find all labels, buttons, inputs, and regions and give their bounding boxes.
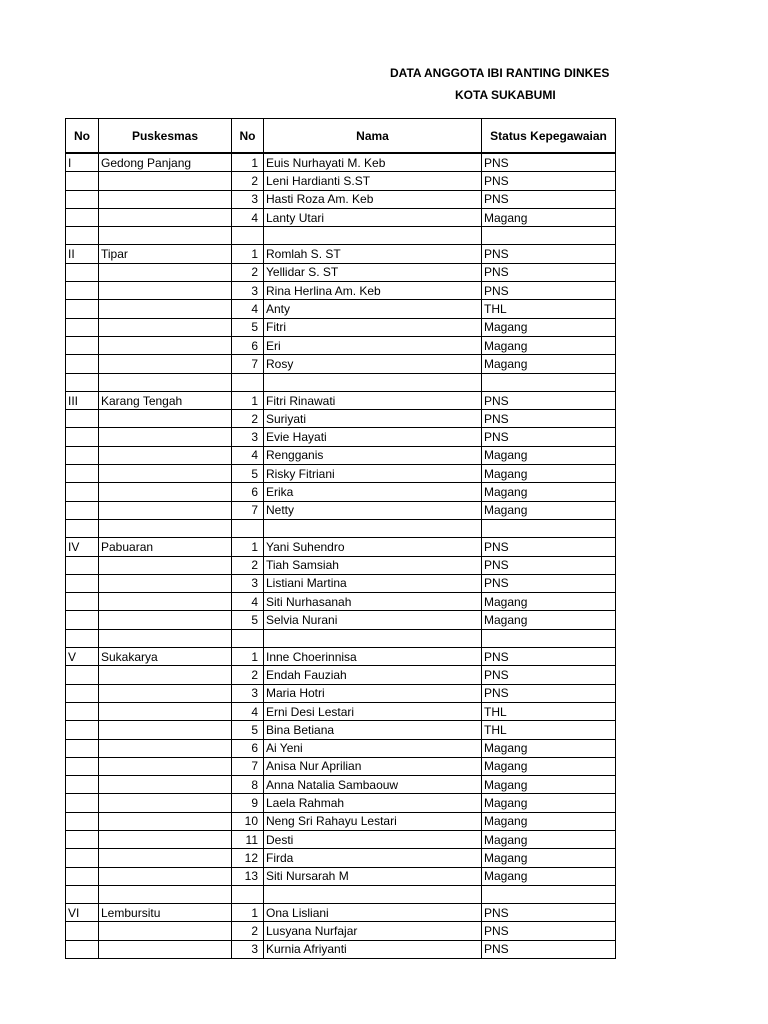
table-row <box>66 702 616 720</box>
cell-group-no <box>66 867 99 885</box>
cell-member-no: 7 <box>232 501 264 519</box>
cell-puskesmas <box>99 519 232 537</box>
cell-status: THL <box>482 702 616 720</box>
cell-member-no: 1 <box>232 648 264 666</box>
cell-member-no <box>232 629 264 647</box>
cell-nama: Endah Fauziah <box>264 666 482 684</box>
cell-status: Magang <box>482 208 616 226</box>
cell-member-no: 11 <box>232 830 264 848</box>
cell-member-no: 6 <box>232 483 264 501</box>
cell-nama: Euis Nurhayati M. Keb <box>264 153 482 172</box>
cell-status: Magang <box>482 446 616 464</box>
cell-member-no: 2 <box>232 556 264 574</box>
cell-puskesmas <box>99 666 232 684</box>
cell-group-no <box>66 757 99 775</box>
cell-group-no <box>66 684 99 702</box>
cell-group-no <box>66 556 99 574</box>
cell-nama: Hasti Roza Am. Keb <box>264 190 482 208</box>
cell-group-no <box>66 593 99 611</box>
cell-group-no <box>66 227 99 245</box>
cell-group-no <box>66 483 99 501</box>
cell-nama: Maria Hotri <box>264 684 482 702</box>
cell-nama <box>264 373 482 391</box>
cell-puskesmas <box>99 885 232 903</box>
cell-group-no <box>66 702 99 720</box>
cell-member-no: 5 <box>232 318 264 336</box>
cell-nama: Firda <box>264 849 482 867</box>
cell-nama: Tiah Samsiah <box>264 556 482 574</box>
cell-status: Magang <box>482 593 616 611</box>
cell-puskesmas <box>99 812 232 830</box>
cell-status: PNS <box>482 574 616 592</box>
cell-nama: Neng Sri Rahayu Lestari <box>264 812 482 830</box>
cell-puskesmas <box>99 593 232 611</box>
cell-group-no <box>66 849 99 867</box>
cell-nama: Listiani Martina <box>264 574 482 592</box>
cell-nama: Rina Herlina Am. Keb <box>264 282 482 300</box>
table-row <box>66 940 616 958</box>
cell-member-no: 7 <box>232 355 264 373</box>
table-row <box>66 446 616 464</box>
cell-puskesmas <box>99 776 232 794</box>
cell-nama: Erni Desi Lestari <box>264 702 482 720</box>
cell-status: PNS <box>482 410 616 428</box>
cell-group-no <box>66 794 99 812</box>
cell-group-no <box>66 940 99 958</box>
cell-group-no: I <box>66 153 99 172</box>
cell-member-no: 10 <box>232 812 264 830</box>
table-row <box>66 318 616 336</box>
cell-nama: Risky Fitriani <box>264 465 482 483</box>
table-row <box>66 684 616 702</box>
cell-puskesmas <box>99 611 232 629</box>
cell-nama: Leni Hardianti S.ST <box>264 172 482 190</box>
cell-group-no <box>66 410 99 428</box>
cell-status: THL <box>482 721 616 739</box>
cell-puskesmas <box>99 428 232 446</box>
cell-group-no <box>66 574 99 592</box>
cell-member-no: 5 <box>232 721 264 739</box>
cell-status: PNS <box>482 190 616 208</box>
cell-member-no: 2 <box>232 263 264 281</box>
header-row <box>66 119 616 154</box>
header-puskesmas: Puskesmas <box>99 119 232 154</box>
cell-member-no: 1 <box>232 391 264 409</box>
table-row <box>66 794 616 812</box>
cell-status: Magang <box>482 812 616 830</box>
table-row <box>66 153 616 172</box>
cell-member-no: 3 <box>232 574 264 592</box>
cell-status <box>482 373 616 391</box>
cell-status: PNS <box>482 153 616 172</box>
table-row <box>66 830 616 848</box>
cell-puskesmas <box>99 940 232 958</box>
cell-status: Magang <box>482 794 616 812</box>
cell-group-no <box>66 208 99 226</box>
table-row <box>66 904 616 922</box>
header-nama: Nama <box>264 119 482 154</box>
table-row <box>66 391 616 409</box>
cell-group-no <box>66 666 99 684</box>
cell-group-no <box>66 300 99 318</box>
cell-group-no <box>66 428 99 446</box>
cell-puskesmas <box>99 446 232 464</box>
cell-puskesmas: Sukakarya <box>99 648 232 666</box>
cell-group-no <box>66 446 99 464</box>
cell-puskesmas <box>99 794 232 812</box>
table-row <box>66 666 616 684</box>
cell-member-no: 1 <box>232 538 264 556</box>
table-row <box>66 556 616 574</box>
cell-member-no: 1 <box>232 245 264 263</box>
cell-nama: Fitri <box>264 318 482 336</box>
cell-nama: Fitri Rinawati <box>264 391 482 409</box>
cell-puskesmas <box>99 629 232 647</box>
cell-member-no <box>232 373 264 391</box>
cell-nama: Ona Lisliani <box>264 904 482 922</box>
cell-member-no: 3 <box>232 428 264 446</box>
cell-member-no: 12 <box>232 849 264 867</box>
cell-member-no: 4 <box>232 593 264 611</box>
cell-group-no <box>66 373 99 391</box>
cell-nama: Yani Suhendro <box>264 538 482 556</box>
cell-status <box>482 885 616 903</box>
cell-puskesmas <box>99 465 232 483</box>
cell-member-no: 5 <box>232 611 264 629</box>
table-row <box>66 574 616 592</box>
cell-nama <box>264 519 482 537</box>
cell-group-no <box>66 611 99 629</box>
cell-status: PNS <box>482 172 616 190</box>
table-row <box>66 849 616 867</box>
cell-group-no <box>66 812 99 830</box>
cell-nama <box>264 885 482 903</box>
cell-puskesmas <box>99 922 232 940</box>
table-row <box>66 757 616 775</box>
cell-status: PNS <box>482 428 616 446</box>
table-row <box>66 263 616 281</box>
cell-puskesmas <box>99 574 232 592</box>
cell-nama <box>264 227 482 245</box>
table-row <box>66 922 616 940</box>
cell-status: PNS <box>482 282 616 300</box>
cell-member-no: 3 <box>232 282 264 300</box>
cell-group-no <box>66 830 99 848</box>
cell-group-no: VI <box>66 904 99 922</box>
cell-status: PNS <box>482 648 616 666</box>
cell-member-no: 2 <box>232 922 264 940</box>
table-row <box>66 776 616 794</box>
cell-status: PNS <box>482 684 616 702</box>
cell-group-no <box>66 519 99 537</box>
cell-nama: Siti Nurhasanah <box>264 593 482 611</box>
table-row <box>66 428 616 446</box>
cell-puskesmas <box>99 373 232 391</box>
cell-status <box>482 227 616 245</box>
cell-status: Magang <box>482 355 616 373</box>
cell-member-no: 7 <box>232 757 264 775</box>
cell-status: Magang <box>482 318 616 336</box>
cell-nama: Laela Rahmah <box>264 794 482 812</box>
cell-puskesmas <box>99 867 232 885</box>
cell-member-no <box>232 519 264 537</box>
cell-puskesmas: Karang Tengah <box>99 391 232 409</box>
cell-nama: Anisa Nur Aprilian <box>264 757 482 775</box>
cell-nama: Desti <box>264 830 482 848</box>
cell-group-no: V <box>66 648 99 666</box>
cell-puskesmas <box>99 227 232 245</box>
document-title: DATA ANGGOTA IBI RANTING DINKES <box>390 66 610 80</box>
cell-group-no: IV <box>66 538 99 556</box>
table-row <box>66 501 616 519</box>
cell-puskesmas <box>99 300 232 318</box>
cell-status: Magang <box>482 336 616 354</box>
cell-nama: Inne Choerinnisa <box>264 648 482 666</box>
table-row <box>66 227 616 245</box>
cell-nama: Evie Hayati <box>264 428 482 446</box>
cell-member-no: 1 <box>232 153 264 172</box>
table-row <box>66 593 616 611</box>
header-no: No <box>66 119 99 154</box>
header-member-no: No <box>232 119 264 154</box>
header-status: Status Kepegawaian <box>482 119 616 154</box>
cell-group-no <box>66 172 99 190</box>
cell-member-no: 3 <box>232 940 264 958</box>
cell-status: PNS <box>482 391 616 409</box>
table-row <box>66 812 616 830</box>
cell-member-no: 13 <box>232 867 264 885</box>
table-row <box>66 190 616 208</box>
cell-status: PNS <box>482 922 616 940</box>
cell-puskesmas: Tipar <box>99 245 232 263</box>
cell-status: Magang <box>482 830 616 848</box>
table-row <box>66 885 616 903</box>
cell-group-no <box>66 629 99 647</box>
cell-status: PNS <box>482 263 616 281</box>
cell-puskesmas: Lembursitu <box>99 904 232 922</box>
cell-puskesmas <box>99 757 232 775</box>
cell-puskesmas <box>99 501 232 519</box>
cell-member-no <box>232 885 264 903</box>
cell-status <box>482 629 616 647</box>
cell-group-no <box>66 318 99 336</box>
cell-member-no: 8 <box>232 776 264 794</box>
cell-status: Magang <box>482 501 616 519</box>
cell-status: Magang <box>482 739 616 757</box>
cell-group-no <box>66 282 99 300</box>
table-row <box>66 282 616 300</box>
cell-nama: Yellidar S. ST <box>264 263 482 281</box>
cell-member-no: 9 <box>232 794 264 812</box>
cell-nama <box>264 629 482 647</box>
cell-member-no: 2 <box>232 666 264 684</box>
table-row <box>66 483 616 501</box>
table-row <box>66 739 616 757</box>
cell-status: Magang <box>482 867 616 885</box>
table-row <box>66 465 616 483</box>
table-row <box>66 172 616 190</box>
cell-nama: Rengganis <box>264 446 482 464</box>
cell-puskesmas <box>99 208 232 226</box>
cell-puskesmas <box>99 684 232 702</box>
cell-member-no: 6 <box>232 336 264 354</box>
cell-group-no <box>66 501 99 519</box>
cell-group-no <box>66 263 99 281</box>
cell-puskesmas <box>99 336 232 354</box>
cell-puskesmas <box>99 483 232 501</box>
table-row <box>66 867 616 885</box>
cell-group-no <box>66 190 99 208</box>
cell-group-no <box>66 721 99 739</box>
cell-member-no: 4 <box>232 208 264 226</box>
cell-status: PNS <box>482 556 616 574</box>
cell-puskesmas: Gedong Panjang <box>99 153 232 172</box>
cell-status: Magang <box>482 465 616 483</box>
cell-status: Magang <box>482 776 616 794</box>
cell-group-no <box>66 885 99 903</box>
cell-group-no <box>66 776 99 794</box>
cell-status: Magang <box>482 611 616 629</box>
cell-puskesmas <box>99 849 232 867</box>
cell-member-no: 3 <box>232 190 264 208</box>
cell-nama: Selvia Nurani <box>264 611 482 629</box>
cell-nama: Erika <box>264 483 482 501</box>
cell-puskesmas <box>99 556 232 574</box>
cell-nama: Romlah S. ST <box>264 245 482 263</box>
cell-puskesmas <box>99 172 232 190</box>
cell-group-no <box>66 336 99 354</box>
cell-status <box>482 519 616 537</box>
cell-nama: Anty <box>264 300 482 318</box>
cell-nama: Eri <box>264 336 482 354</box>
cell-member-no <box>232 227 264 245</box>
cell-group-no: III <box>66 391 99 409</box>
cell-puskesmas <box>99 739 232 757</box>
cell-puskesmas <box>99 830 232 848</box>
table-row <box>66 300 616 318</box>
table-row <box>66 208 616 226</box>
cell-status: PNS <box>482 538 616 556</box>
table-row <box>66 721 616 739</box>
cell-puskesmas <box>99 355 232 373</box>
cell-member-no: 3 <box>232 684 264 702</box>
cell-nama: Kurnia Afriyanti <box>264 940 482 958</box>
cell-member-no: 6 <box>232 739 264 757</box>
cell-member-no: 5 <box>232 465 264 483</box>
document-subtitle: KOTA SUKABUMI <box>455 88 556 102</box>
cell-puskesmas <box>99 190 232 208</box>
member-table <box>65 118 616 959</box>
cell-puskesmas <box>99 282 232 300</box>
cell-group-no: II <box>66 245 99 263</box>
cell-nama: Siti Nursarah M <box>264 867 482 885</box>
table-row <box>66 373 616 391</box>
table-row <box>66 648 616 666</box>
table-row <box>66 355 616 373</box>
cell-group-no <box>66 922 99 940</box>
cell-member-no: 2 <box>232 410 264 428</box>
cell-group-no <box>66 355 99 373</box>
cell-nama: Bina Betiana <box>264 721 482 739</box>
cell-group-no <box>66 465 99 483</box>
cell-group-no <box>66 739 99 757</box>
cell-status: Magang <box>482 849 616 867</box>
cell-status: PNS <box>482 904 616 922</box>
cell-nama: Netty <box>264 501 482 519</box>
table-row <box>66 611 616 629</box>
table-row <box>66 410 616 428</box>
cell-status: PNS <box>482 245 616 263</box>
cell-puskesmas <box>99 318 232 336</box>
cell-nama: Lanty Utari <box>264 208 482 226</box>
cell-puskesmas: Pabuaran <box>99 538 232 556</box>
cell-status: PNS <box>482 940 616 958</box>
cell-member-no: 4 <box>232 446 264 464</box>
cell-member-no: 4 <box>232 702 264 720</box>
cell-member-no: 2 <box>232 172 264 190</box>
cell-puskesmas <box>99 702 232 720</box>
table-row <box>66 519 616 537</box>
cell-nama: Rosy <box>264 355 482 373</box>
cell-nama: Suriyati <box>264 410 482 428</box>
cell-status: THL <box>482 300 616 318</box>
table-row <box>66 336 616 354</box>
cell-nama: Ai Yeni <box>264 739 482 757</box>
cell-status: Magang <box>482 757 616 775</box>
cell-member-no: 1 <box>232 904 264 922</box>
cell-status: Magang <box>482 483 616 501</box>
cell-nama: Anna Natalia Sambaouw <box>264 776 482 794</box>
cell-status: PNS <box>482 666 616 684</box>
cell-puskesmas <box>99 263 232 281</box>
cell-member-no: 4 <box>232 300 264 318</box>
cell-puskesmas <box>99 721 232 739</box>
table-row <box>66 538 616 556</box>
table-row <box>66 629 616 647</box>
cell-puskesmas <box>99 410 232 428</box>
table-row <box>66 245 616 263</box>
cell-nama: Lusyana Nurfajar <box>264 922 482 940</box>
